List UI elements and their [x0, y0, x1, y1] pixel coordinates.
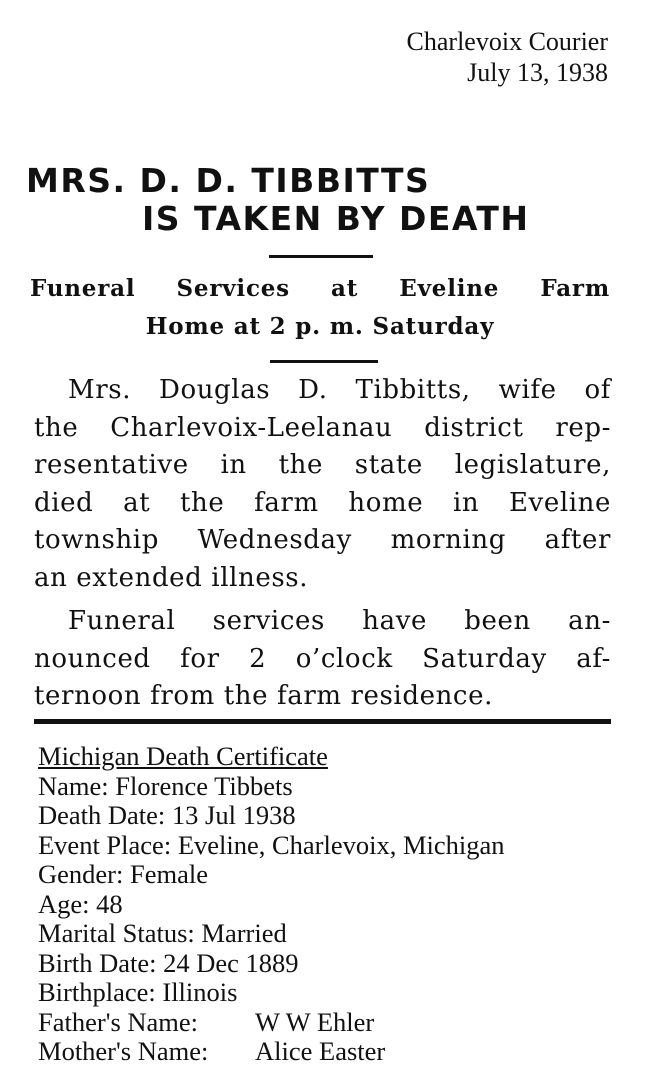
- certificate-field-death-date: [38, 801, 628, 831]
- publication-date: July 13, 1938: [467, 58, 608, 87]
- certificate-field-marital-status: [38, 919, 628, 949]
- article-line: the Charlevoix-Leelanau district rep-: [34, 412, 611, 443]
- field-label: Name:: [38, 770, 116, 801]
- certificate-field-name: [38, 772, 628, 802]
- certificate-field-father: [38, 1008, 628, 1038]
- subheadline-line-1: Funeral Services at Eveline Farm: [30, 275, 610, 302]
- article-line: Mrs. Douglas D. Tibbitts, wife of: [68, 375, 611, 405]
- field-label: Mother's Name:: [38, 1036, 209, 1066]
- divider-short-bottom: [270, 360, 378, 363]
- article-line: resentative in the state legislature,: [34, 450, 611, 480]
- article-line: Funeral services have been an-: [68, 606, 611, 636]
- article-paragraph-2: [34, 603, 611, 716]
- field-label: Gender:: [38, 859, 130, 889]
- field-label: Age:: [38, 888, 97, 919]
- death-certificate: [38, 742, 628, 1067]
- field-label: Birthplace:: [38, 977, 163, 1007]
- field-value: 48: [96, 888, 123, 919]
- subheadline-line-2: Home at 2 p. m. Saturday: [145, 313, 495, 340]
- field-value: Florence Tibbets: [115, 770, 293, 801]
- certificate-field-birthplace: [38, 978, 628, 1008]
- article-line: died at the farm home in Eveline: [34, 487, 611, 518]
- subheadline: [30, 270, 610, 346]
- source-citation: [407, 26, 608, 88]
- section-divider: [34, 719, 611, 724]
- field-label: Death Date:: [38, 800, 172, 830]
- field-value: Alice Easter: [255, 1036, 386, 1066]
- article-line: an extended illness.: [34, 562, 309, 593]
- certificate-title: Michigan Death Certificate: [38, 741, 328, 771]
- field-value: Female: [129, 859, 208, 889]
- divider-short-top: [269, 255, 373, 258]
- certificate-field-age: [38, 890, 628, 920]
- certificate-field-gender: [38, 860, 628, 890]
- field-value: 24 Dec 1889: [163, 947, 299, 978]
- field-value: Eveline, Charlevoix, Michigan: [177, 829, 505, 860]
- field-label: Event Place:: [38, 829, 178, 860]
- article-paragraph-1: [34, 372, 611, 597]
- field-value: Illinois: [162, 977, 238, 1007]
- headline-line-2: IS TAKEN BY DEATH: [142, 199, 530, 238]
- certificate-field-birth-date: [38, 949, 628, 979]
- article-line: ternoon from the farm residence.: [34, 681, 493, 711]
- field-label: Birth Date:: [38, 947, 164, 978]
- field-label: Father's Name:: [38, 1006, 199, 1037]
- field-value: 13 Jul 1938: [171, 800, 296, 830]
- field-value: Married: [201, 918, 287, 948]
- certificate-field-event-place: [38, 831, 628, 861]
- article-line: nounced for 2 o’clock Saturday af-: [34, 643, 611, 674]
- field-value: W W Ehler: [255, 1006, 375, 1037]
- certificate-field-mother: [38, 1037, 628, 1067]
- article-line: township Wednesday morning after: [34, 525, 611, 555]
- headline-line-1: MRS. D. D. TIBBITTS: [26, 161, 431, 200]
- field-label: Marital Status:: [38, 918, 202, 948]
- newspaper-name: Charlevoix Courier: [406, 27, 608, 56]
- headline: [24, 162, 614, 238]
